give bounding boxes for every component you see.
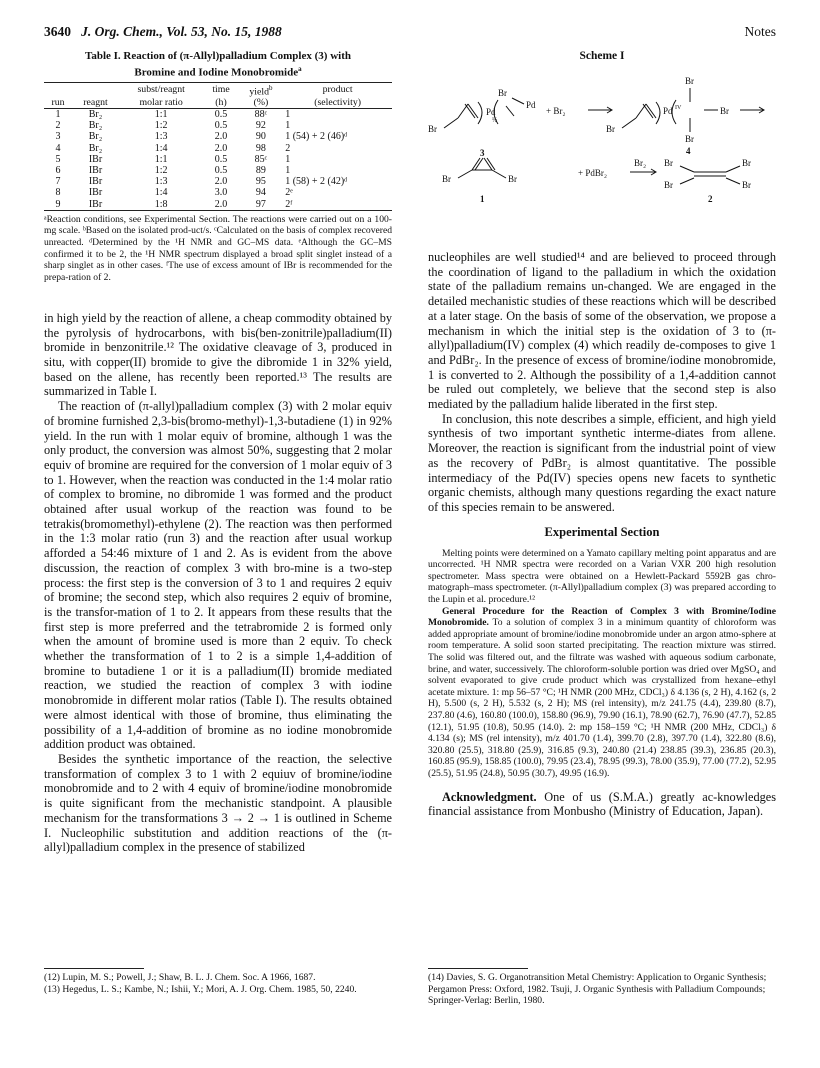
atom-label: Br [720,106,729,116]
table-cell: 0.5 [214,108,228,120]
th-top-4 [239,82,284,97]
th-top-2: subst/reagnt [119,82,203,97]
table-row [44,154,392,165]
left-paragraph-2: The reaction of (π-allyl)palladium complex (3) with 2 molar equiv of bromine furnished 2,3-bis(bromo-methyl)-1,3-butadiene (1) in 92% yield. In the run with 1 molar equiv of bromine, although 1 was the only product, the conversion was almost 50%, suggesting that 2 molar equiv of bromine are required for the conversion of 1 molar equiv of 3 to 1. However, when the reaction was conducted in the 1:4 molar ratio of complex to bromine, no dibromide 1 was formed and the product obtained after usual workup of the reaction was found to be tetrakis(bromomethyl)-ethylene (2). The reaction was then performed in the 1:3 molar ratio (run 3) and the reaction after usual workup afforded a 54:46 mixture of 1 and 2. As is evident from the above discussion, the reaction of complex 3 with bro-mine is a two-step process: the first step is the conversion of 3 to 1 and requires 2 equiv of bromine; the second step, which also requires 2 equiv of bromine, is the transfor-mation of 1 to 2. It appears from these results that the first step is more preferred and the tetrabromide 2 is formed only when the amount of bromine used is more than 2 equiv. To check whether the transformation of 1 to 2 is a simple 1,4-addition of bromine to butadiene 1 or it is a palladium(II) bromide mediated reaction, we studied the reaction of complex 3 with iodine monobromide in different molar ratios (Table I). The results obtained were almost identical with those of bromine, thus eliminating the possibility of a 1,4-addition of bromine as no iodine monobromide addition product was obtained. [44,399,392,752]
table-row [44,199,392,211]
atom-label: Br [498,88,507,98]
table-cell: 7 [55,176,61,188]
experimental-paragraph-1: Melting points were determined on a Yamato capillary melting point apparatus and are uncorrected. ¹H NMR spectra were recorded on a Varian VXR 200 high resolution spectrometer. Mass spectra were obtained on a Hewlett-Packard 5592B gas chro-matograph–mass spectrometer. (π-Allyl)palladium complex (3) was prepared according to the Lupin et al. procedure.¹² [428,547,776,606]
reference-12: (12) Lupin, M. S.; Powell, J.; Shaw, B. L. J. Chem. Soc. A 1966, 1687. [44,972,316,983]
table-row [44,187,392,198]
reference-13: (13) Hegedus, L. S.; Kambe, N.; Ishii, Y.; Mori, A. J. Org. Chem. 1985, 50, 2240. [44,983,357,995]
left-paragraph-3: Besides the synthetic importance of the reaction, the selective transformation of complex 3 to 1 with 2 equiuv of bromine/iodine monobromide and to 2 with 4 equiv of bromine/iodine monobromide is quite significant from the mechanistic standpoint. A plausible mechanism for the transformations 3 → 2 → 1 is outlined in Scheme I. Nucleophilic substitution and addition reactions of the (π-allyl)palladium complex in the presence of stabilized [44,752,392,855]
compound-number: 3 [480,148,485,158]
bond [492,170,506,178]
table-cell: 1:2 [154,164,168,176]
table-cell: 1 [285,120,291,132]
th-reagnt: reagnt [72,97,119,109]
table-cell: 5 [55,153,61,165]
table-cell: Br₂ [88,142,103,154]
compound-number: 4 [686,146,691,156]
table-cell: IBr [88,164,103,176]
th-run: run [44,97,72,109]
atom-label: Pd [486,107,496,117]
allyl-arc [672,100,676,124]
atom-label: Pd [526,100,536,110]
reagent-label: Br₂ [634,158,647,168]
running-header [44,24,282,40]
atom-label: Br [742,180,751,190]
table-cell: 6 [55,164,61,176]
table-cell: 1:2 [154,120,168,132]
table-cell: 1 (58) + 2 (42)ᵈ [285,176,348,188]
section-name: Notes [744,24,776,39]
reagent-label: + Br₂ [546,106,566,116]
left-paragraph-1: in high yield by the reaction of allene, a cheap commodity obtained by the pyrolysis of hydrocarbons, with bis(ben-zonitrile)palladium(II) bromide in benzonitrile.¹² The oxidative cleavage of 3, produced in situ, with copper(II) bromide to give the dibromide 1 in 32% yield, based on the allene, has recently been reported.¹³ The results are summarized in Table I. [44,310,392,399]
table-cell: 1:4 [154,142,168,154]
table-cell: 85ᶜ [254,153,268,165]
atom-label: Br [685,76,694,86]
table-caption-footnote-mark: a [298,65,302,73]
table-cell: 9 [44,199,72,211]
reference-14: (14) Davies, S. G. Organotransition Metal Chemistry: Application to Organic Synthesis; Pergamon Press: Oxford, 1982. Tsuji, J. Organic Synthesis with Palladium Compounds; Springer-Verlag: Berlin, 1980. [428,972,767,1007]
table-cell: 3.0 [214,187,228,199]
table-cell: 0.5 [214,164,228,176]
table-cell: IBr [72,199,119,211]
table-cell: Br₂ [88,131,103,143]
table-cell: IBr [88,176,103,188]
right-column [428,50,776,819]
atom-label: Br [508,174,517,184]
th-yield-label: yield [249,85,269,97]
bond [444,118,458,128]
table-cell: 92 [255,120,266,132]
page-number: 3640 [44,24,71,39]
table-cell: IBr [88,153,103,165]
th-top-3: time [203,82,238,97]
table-row [44,176,392,187]
table-cell: Br₂ [88,108,103,120]
th-yield-unit: (%) [239,97,284,109]
bond [680,178,694,184]
compound-number: 1 [480,194,485,204]
table-cell: 1 [285,108,291,120]
table-caption-line1: Table I. Reaction of (π-Allyl)palladium Complex (3) with [85,50,351,62]
stoich-label: ½ [492,116,498,124]
atom-label: Br [742,158,751,168]
bond [726,166,740,172]
table-footnotes: ᵃReaction conditions, see Experimental Section. The reactions were carried out on a 100-mg scale. ᵇBased on the isolated prod-uct/s. ᶜCalculated on the basis of complex recovered unreacted. ᵈDetermined by the ¹H NMR and GC–MS data. ᵉAlthough the GC–MS confirmed it to be 2, the ¹H NMR spectrum displayed a broad split singlet instead of a sharp singlet as in other cases. ᶠThe use of excess amount of IBr is recommended for the prepa-ration of 2. [44,213,392,283]
table-cell: 1:3 [154,131,168,143]
th-top-0 [44,82,72,97]
table-cell: 1:4 [154,187,168,199]
table-cell: 1:1 [154,108,168,120]
table-cell: 3 [55,131,61,143]
table-cell: 1:1 [154,153,168,165]
compound-number: 2 [708,194,713,204]
table-cell: 1 [55,108,61,120]
left-column [44,50,392,855]
bond [512,98,524,104]
table-cell: 2 [285,142,291,154]
table-row [44,120,392,131]
results-table [44,82,392,211]
bond [458,170,472,178]
table-cell: 1 (54) + 2 (46)ᵈ [285,131,348,143]
table-cell: 88ᶜ [254,108,268,120]
th-molar-ratio: molar ratio [119,97,203,109]
references-right [428,968,776,1007]
table-cell: 2ᵉ [285,187,293,199]
acknowledgment-heading: Acknowledgment. [442,789,537,804]
atom-label: Br [428,124,437,134]
scheme-diagram [428,62,776,230]
table-cell: 90 [255,131,266,143]
procedure-heading: General Procedure for the Reaction of Complex 3 with Bromine/Iodine Monobromide. [428,605,776,629]
experimental-section-title: Experimental Section [544,524,660,539]
table-cell: 0.5 [214,120,228,132]
th-top-1 [72,82,119,97]
th-time: (h) [203,97,238,109]
table-cell: IBr [88,187,103,199]
table-cell: 89 [255,164,266,176]
bond [622,118,636,128]
procedure-text: To a solution of complex 3 in a minimum quantity of chloroform was added appropriate amount of bromine/iodine monobromide under an argon atmo-sphere at room temperature. A solid soon started precipitating. The reaction mixture was stirred. The solid was filtered out, and the filtrate was washed with aqueous sodium carbonate, brine, and water, successively. The chloroform-soluble portion was dried over MgSO₄ and solvent evaporated to give crude product which was crystallized from hexane–ethyl acetate mixture. 1: mp 56–57 °C; ¹H NMR (200 MHz, CDCl₃) δ 4.136 (s, 2 H), 4.162 (s, 2 H), 5.500 (s, 2 H), 5.532 (s, 2 H); MS (rel intensity), m/z 241.75 (4.4), 239.80 (8.7), 237.80 (4.6), 160.80 (100.0), 158.80 (96.9), 79.90 (16.1), 78.90 (62.7), 76.90 (47.7), 52.85 (12.1), 51.95 (10.8), 50.95 (14.0). 2: mp 158–159 °C; ¹H NMR (200 MHz, CDCl₃) δ 4.134 (s); MS (rel intensity), m/z 401.70 (1.4), 399.70 (2.8), 397.70 (1.4), 322.80 (8.6), 320.80 (25.5), 318.80 (25.9), 316.85 (9.3), 240.80 (21.4) 238.85 (39.3), 236.85 (20.3), 160.85 (95.9), 158.85 (100.0), 79.95 (23.4), 78.95 (99.3), 78.00 (35.9), 77.00 (77.2), 52.95 (25.5), 51.95 (24.8), 50.95 (30.7), 49.95 (16.9). [428,617,776,779]
allyl-arc [478,102,482,124]
th-top-5: product [283,82,392,97]
experimental-paragraph-2 [428,606,776,780]
atom-label: Br [442,174,451,184]
th-selectivity: (selectivity) [283,97,392,109]
table-cell: 1:3 [154,176,168,188]
table-row [44,165,392,176]
table-caption [44,50,392,80]
table-cell: 2.0 [214,131,228,143]
atom-label: Br [664,180,673,190]
table-cell: 2.0 [203,199,238,211]
table-cell: 2.0 [214,142,228,154]
bond [680,166,694,172]
atom-label: Br [664,158,673,168]
table-cell: 95 [255,176,266,188]
table-cell: 94 [255,187,266,199]
table-cell: 1:8 [119,199,203,211]
table-cell: 4 [55,142,61,154]
table-caption-line2: Bromine and Iodine Monobromide [134,66,299,79]
bond [726,178,740,184]
table-cell: Br₂ [88,120,103,132]
table-cell: 2.0 [214,176,228,188]
right-paragraph-2: In conclusion, this note describes a simple, efficient, and high yield synthesis of two important synthetic interme-diates from allene. Moreover, the reaction is significant from the industrial point of view as the recovery of PdBr₂ is almost quantitative. The possible intermediacy of the Pd(IV) species opens new facets to synthetic organic chemists, although many questions regarding the exact nature of this species remain to be answered. [428,411,776,514]
table-cell: 1 [285,153,291,165]
table-row [44,143,392,154]
bond [506,106,514,116]
acknowledgment [428,790,776,819]
table-row [44,131,392,142]
scheme-title: Scheme I [579,50,625,62]
table-cell: 2 [55,120,61,132]
atom-label: Pd [663,106,673,116]
footnote-rule [44,968,144,969]
allyl-arc [656,102,660,124]
table-cell: 0.5 [214,153,228,165]
table-cell: 98 [255,142,266,154]
th-yield-footnote: b [268,83,273,92]
table-header-row-top [44,82,392,97]
table-cell: 2ᶠ [283,199,392,211]
atom-label: Br [685,134,694,144]
table-cell: 97 [239,199,284,211]
right-paragraph-1: nucleophiles are well studied¹⁴ and are believed to proceed through the coordination of ligand to the palladium in which the oxidation state of the palladium remains un-changed. We are engaged in the detailed mechanistic studies of these reactions which will be described at a later stage. On the basis of some of the observation, we propose a mechanism in which the initial step is the oxidation of 3 to (π-allyl)palladium(IV) complex (4) which readily de-composes to give 1 and PdBr₂. In the presence of excess of bromine/iodine monobromide, 1 is converted to 2. Although the possibility of a 1,4-addition cannot be ruled out completely, we believe that the second step is also mediated by the palladium halide liberated in the first step. [428,250,776,412]
footnote-rule [428,968,528,969]
table-cell: 1 [285,164,291,176]
table-row [44,108,392,120]
journal-citation: J. Org. Chem., Vol. 53, No. 15, 1988 [81,24,282,39]
table-cell: 8 [55,187,61,199]
table-header-row-bottom [44,97,392,109]
references-left [44,968,392,995]
oxidation-state: IV [675,105,682,111]
atom-label: Br [606,124,615,134]
acknowledgment-text: One of us (S.M.A.) greatly ac-knowledges financial assistance from Monbusho (Ministry of Education, Japan). [428,789,776,819]
reagent-label: + PdBr₂ [578,168,607,178]
